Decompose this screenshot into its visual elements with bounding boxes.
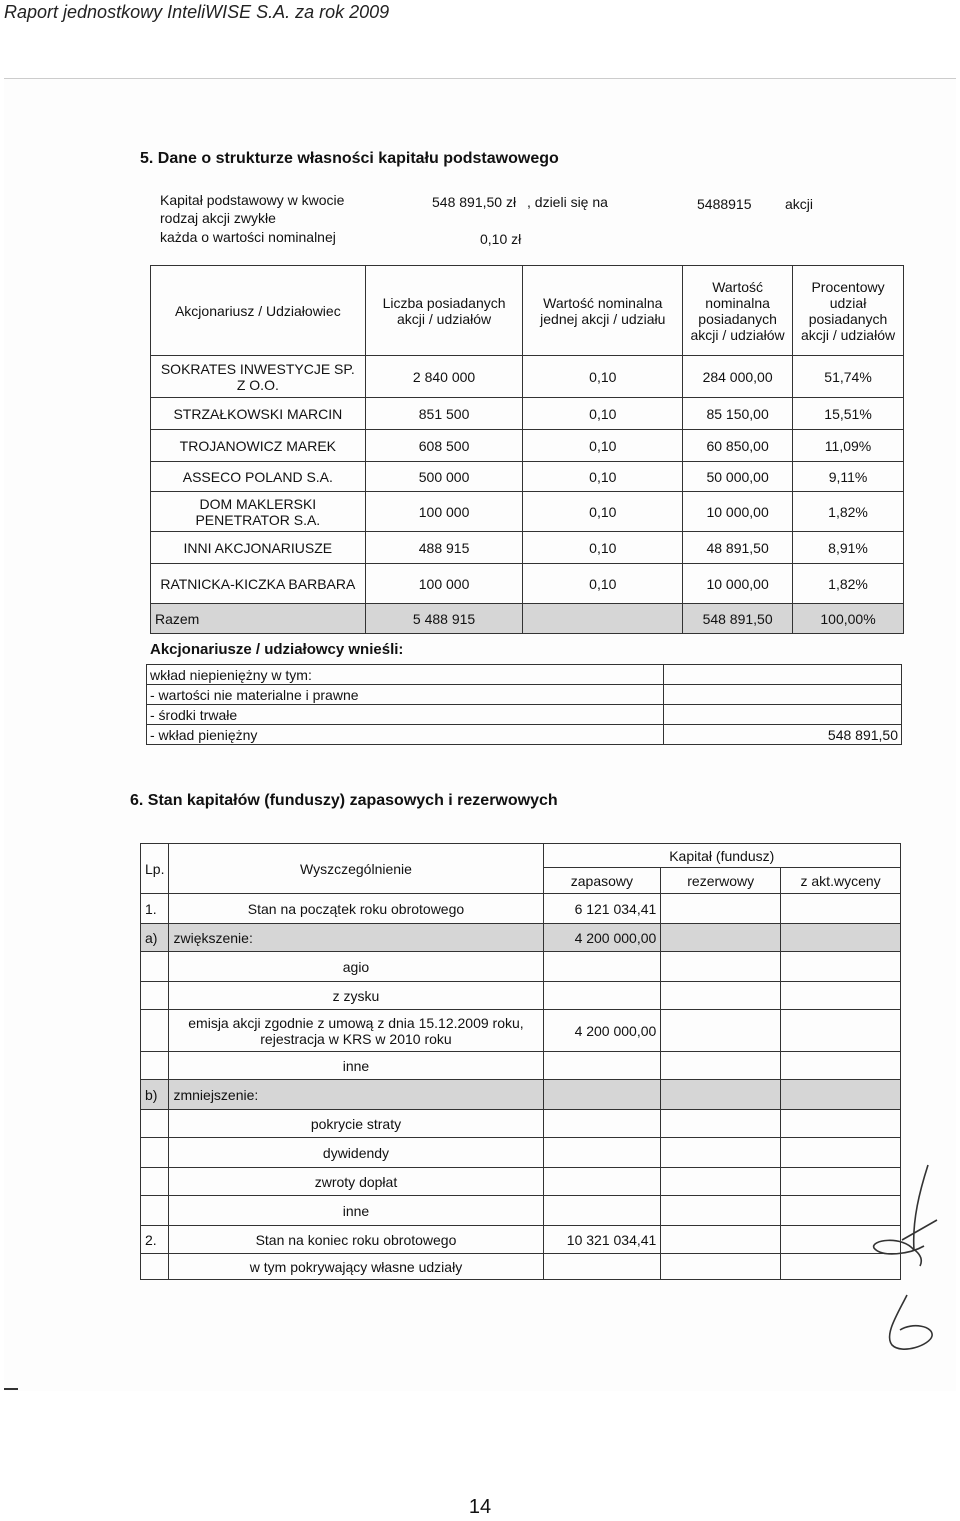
akt-wyceny-value	[781, 1010, 901, 1052]
shareholder-name: RATNICKA-KICZKA BARBARA	[151, 564, 366, 604]
unit-nominal-value: 0,10	[523, 356, 683, 398]
zapasowy-value	[543, 1080, 661, 1110]
shareholder-row	[151, 356, 904, 398]
row-number	[141, 982, 169, 1010]
contribution-row	[147, 665, 902, 685]
shareholder-name: INNI AKCJONARIUSZE	[151, 532, 366, 564]
unit-nominal-value: 0,10	[523, 564, 683, 604]
row-description: zmniejszenie:	[169, 1080, 543, 1110]
share-count: 100 000	[365, 564, 523, 604]
row-number	[141, 1168, 169, 1196]
capital-divides-text: , dzieli się na	[527, 194, 608, 210]
unit-nominal-value: 0,10	[523, 532, 683, 564]
zapasowy-value	[543, 1196, 661, 1226]
report-header: Raport jednostkowy InteliWISE S.A. za rok 2009	[4, 2, 390, 22]
row-description: inne	[169, 1052, 543, 1080]
unit-nominal-value: 0,10	[523, 462, 683, 492]
rezerwowy-value	[661, 1168, 781, 1196]
zapasowy-value: 6 121 034,41	[543, 894, 661, 924]
row-description: w tym pokrywający własne udziały	[169, 1254, 543, 1280]
contributions-table	[146, 664, 902, 745]
shareholder-name: ASSECO POLAND S.A.	[151, 462, 366, 492]
zapasowy-value	[543, 1052, 661, 1080]
rezerwowy-value	[661, 1080, 781, 1110]
header-unit-nominal: Wartość nominalna jednej akcji / udziału	[523, 266, 683, 356]
contribution-label: - wartości nie materialne i prawne	[147, 685, 664, 705]
rezerwowy-value	[661, 1052, 781, 1080]
shareholder-row	[151, 430, 904, 462]
share-type-label: rodzaj akcji zwykłe	[160, 210, 276, 226]
row-number	[141, 1254, 169, 1280]
akt-wyceny-value	[781, 952, 901, 982]
zapasowy-value	[543, 1168, 661, 1196]
row-description: pokrycie straty	[169, 1110, 543, 1138]
header-share-count: Liczba posiadanych akcji / udziałów	[365, 266, 523, 356]
shareholder-name: SOKRATES INWESTYCJE SP. Z O.O.	[151, 356, 366, 398]
total-nominal-value: 284 000,00	[683, 356, 793, 398]
capital-row	[141, 1110, 901, 1138]
capital-row	[141, 924, 901, 952]
zapasowy-value	[543, 1138, 661, 1168]
row-number: 2.	[141, 1226, 169, 1254]
rezerwowy-value	[661, 1254, 781, 1280]
akt-wyceny-value	[781, 1080, 901, 1110]
total-label: Razem	[151, 604, 366, 634]
row-description: agio	[169, 952, 543, 982]
ownership-percent: 8,91%	[793, 532, 904, 564]
shareholder-row	[151, 564, 904, 604]
row-description: zwroty dopłat	[169, 1168, 543, 1196]
share-count: 100 000	[365, 492, 523, 532]
header-total-nominal: Wartość nominalna posiadanych akcji / udziałów	[683, 266, 793, 356]
shareholders-table	[150, 265, 904, 634]
header-shareholder: Akcjonariusz / Udziałowiec	[151, 266, 366, 356]
header-description: Wyszczególnienie	[169, 844, 543, 894]
zapasowy-value	[543, 982, 661, 1010]
total-shares: 5 488 915	[365, 604, 523, 634]
header-lp: Lp.	[141, 844, 169, 894]
shareholder-name: DOM MAKLERSKI PENETRATOR S.A.	[151, 492, 366, 532]
capital-row	[141, 1010, 901, 1052]
contribution-label: - środki trwałe	[147, 705, 664, 725]
capital-row	[141, 1168, 901, 1196]
shareholder-row	[151, 398, 904, 430]
row-description: emisja akcji zgodnie z umową z dnia 15.12.2009 roku, rejestracja w KRS w 2010 roku	[169, 1010, 543, 1052]
row-number: a)	[141, 924, 169, 952]
row-description: z zysku	[169, 982, 543, 1010]
row-number	[141, 1052, 169, 1080]
zapasowy-value: 4 200 000,00	[543, 1010, 661, 1052]
rezerwowy-value	[661, 1110, 781, 1138]
zapasowy-value: 4 200 000,00	[543, 924, 661, 952]
header-zapasowy: zapasowy	[543, 868, 661, 894]
rezerwowy-value	[661, 1138, 781, 1168]
row-description: dywidendy	[169, 1138, 543, 1168]
header-capital-fund: Kapitał (fundusz)	[543, 844, 901, 868]
shares-count: 5488915	[697, 196, 752, 212]
total-nominal-value: 85 150,00	[683, 398, 793, 430]
total-empty	[523, 604, 683, 634]
unit-nominal-value: 0,10	[523, 398, 683, 430]
nominal-label: każda o wartości nominalnej	[160, 229, 336, 245]
contribution-value	[664, 685, 902, 705]
capital-label: Kapitał podstawowy w kwocie	[160, 192, 345, 208]
share-count: 851 500	[365, 398, 523, 430]
zapasowy-value	[543, 1110, 661, 1138]
rezerwowy-value	[661, 894, 781, 924]
row-number	[141, 1138, 169, 1168]
ownership-percent: 15,51%	[793, 398, 904, 430]
share-count: 2 840 000	[365, 356, 523, 398]
ownership-percent: 11,09%	[793, 430, 904, 462]
handwritten-signature-mark	[862, 1150, 952, 1360]
rezerwowy-value	[661, 982, 781, 1010]
shareholder-name: STRZAŁKOWSKI MARCIN	[151, 398, 366, 430]
share-count: 500 000	[365, 462, 523, 492]
shareholder-name: TROJANOWICZ MAREK	[151, 430, 366, 462]
row-description: zwiększenie:	[169, 924, 543, 952]
section5-title: 5. Dane o strukturze własności kapitału podstawowego	[140, 150, 559, 167]
header-akt-wyceny: z akt.wyceny	[781, 868, 901, 894]
total-nominal-value: 50 000,00	[683, 462, 793, 492]
ownership-percent: 51,74%	[793, 356, 904, 398]
contrib-title: Akcjonariusze / udziałowcy wnieśli:	[150, 641, 404, 658]
capital-row	[141, 1226, 901, 1254]
zapasowy-value	[543, 1254, 661, 1280]
akt-wyceny-value	[781, 1052, 901, 1080]
contribution-label: - wkład pieniężny	[147, 725, 664, 745]
total-percent: 100,00%	[793, 604, 904, 634]
akt-wyceny-value	[781, 1110, 901, 1138]
capital-row	[141, 952, 901, 982]
total-nominal-value: 60 850,00	[683, 430, 793, 462]
contribution-value	[664, 665, 902, 685]
rezerwowy-value	[661, 1196, 781, 1226]
ownership-percent: 1,82%	[793, 564, 904, 604]
capital-amount: 548 891,50 zł	[432, 194, 517, 210]
row-number	[141, 1010, 169, 1052]
ownership-percent: 1,82%	[793, 492, 904, 532]
capital-row	[141, 1080, 901, 1110]
total-nominal-value: 10 000,00	[683, 492, 793, 532]
shares-unit: akcji	[785, 196, 814, 212]
unit-nominal-value: 0,10	[523, 492, 683, 532]
shareholder-row	[151, 532, 904, 564]
row-description: Stan na koniec roku obrotowego	[169, 1226, 543, 1254]
rezerwowy-value	[661, 952, 781, 982]
capital-row	[141, 1196, 901, 1226]
row-number: b)	[141, 1080, 169, 1110]
akt-wyceny-value	[781, 924, 901, 952]
unit-nominal-value: 0,10	[523, 430, 683, 462]
total-value: 548 891,50	[683, 604, 793, 634]
row-number	[141, 952, 169, 982]
zapasowy-value: 10 321 034,41	[543, 1226, 661, 1254]
capital-row	[141, 894, 901, 924]
total-nominal-value: 48 891,50	[683, 532, 793, 564]
header-rezerwowy: rezerwowy	[661, 868, 781, 894]
capital-row	[141, 1254, 901, 1280]
capital-row	[141, 982, 901, 1010]
rezerwowy-value	[661, 1226, 781, 1254]
page-number: 14	[468, 1496, 492, 1518]
share-count: 608 500	[365, 430, 523, 462]
share-count: 488 915	[365, 532, 523, 564]
contribution-row	[147, 685, 902, 705]
row-description: inne	[169, 1196, 543, 1226]
row-number: 1.	[141, 894, 169, 924]
shareholder-row	[151, 492, 904, 532]
contribution-value: 548 891,50	[664, 725, 902, 745]
section6-title: 6. Stan kapitałów (funduszy) zapasowych i rezerwowych	[130, 792, 558, 809]
row-number	[141, 1110, 169, 1138]
capital-row	[141, 1138, 901, 1168]
zapasowy-value	[543, 952, 661, 982]
contribution-value	[664, 705, 902, 725]
row-description: Stan na początek roku obrotowego	[169, 894, 543, 924]
rezerwowy-value	[661, 1010, 781, 1052]
contribution-row	[147, 725, 902, 745]
margin-dash	[4, 1388, 18, 1390]
total-nominal-value: 10 000,00	[683, 564, 793, 604]
capital-row	[141, 1052, 901, 1080]
contribution-label: wkład niepieniężny w tym:	[147, 665, 664, 685]
capital-table	[140, 843, 901, 1280]
akt-wyceny-value	[781, 982, 901, 1010]
row-number	[141, 1196, 169, 1226]
contribution-row	[147, 705, 902, 725]
ownership-percent: 9,11%	[793, 462, 904, 492]
rezerwowy-value	[661, 924, 781, 952]
shareholder-row	[151, 462, 904, 492]
nominal-value: 0,10 zł	[480, 231, 522, 247]
header-percent: Procentowy udział posiadanych akcji / udziałów	[793, 266, 904, 356]
akt-wyceny-value	[781, 894, 901, 924]
